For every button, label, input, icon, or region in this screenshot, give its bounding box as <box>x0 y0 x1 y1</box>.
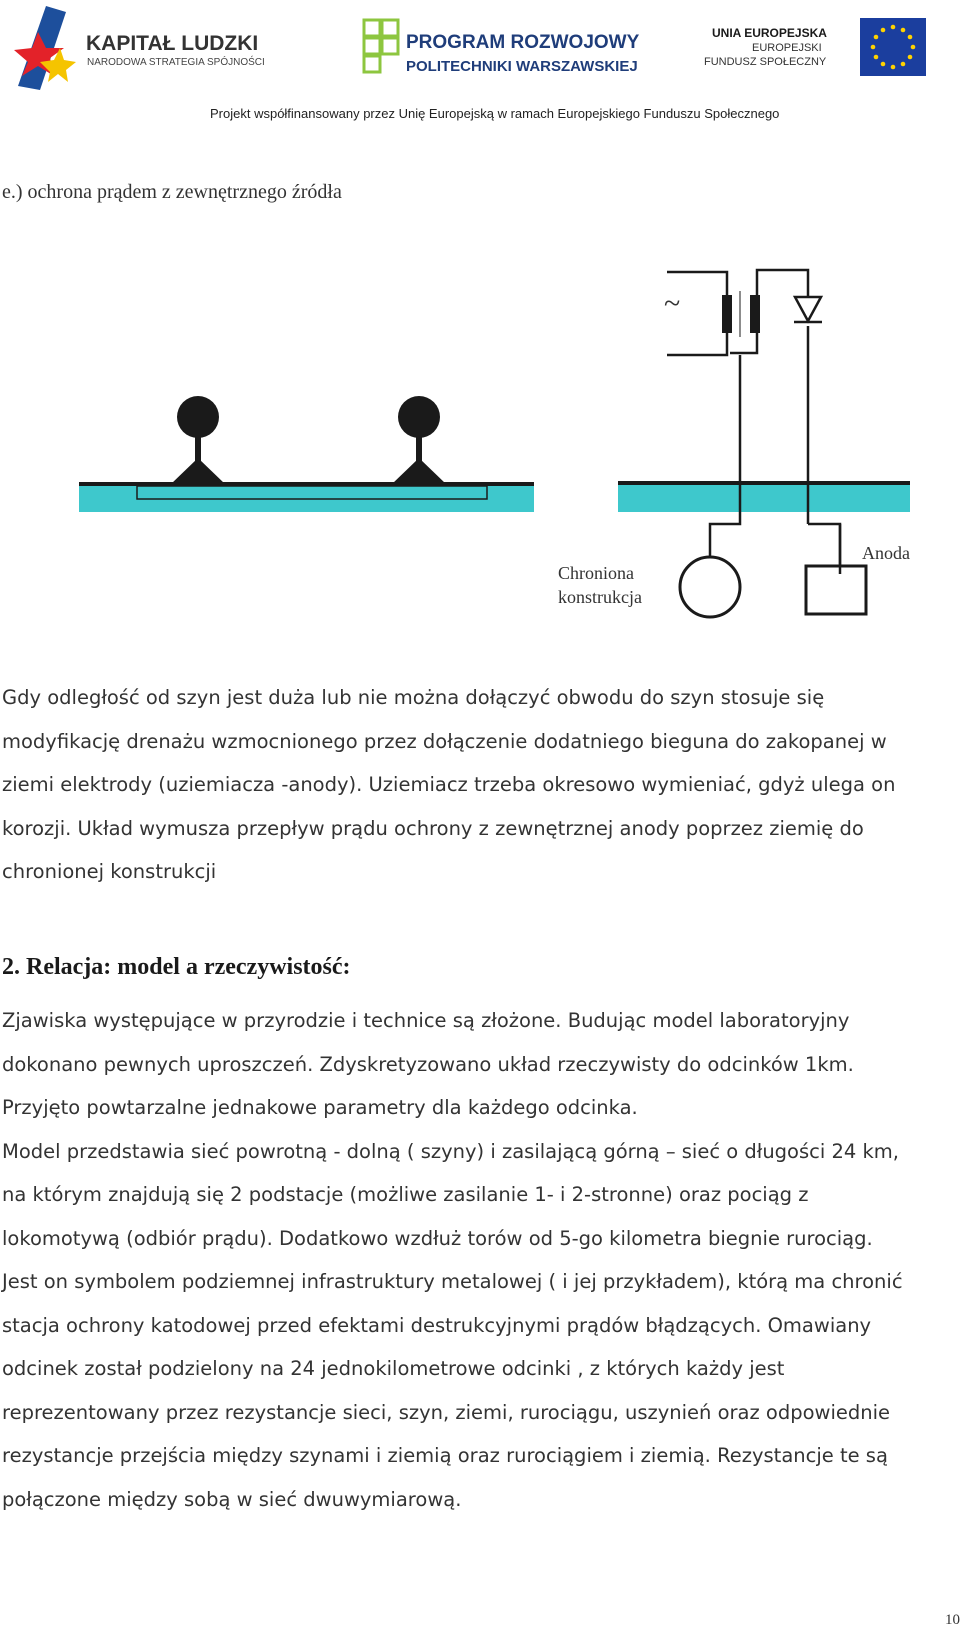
paragraph-line: ziemi elektrody (uziemiacza -anody). Uziemiacz trzeba okresowo wymieniać, gdyż ulega on <box>2 773 896 796</box>
program-rozwojowy-line2: POLITECHNIKI WARSZAWSKIEJ <box>406 58 638 75</box>
program-rozwojowy-line1: PROGRAM ROZWOJOWY <box>406 32 640 53</box>
protected-structure-label-line1: Chroniona <box>558 563 634 583</box>
ground-surface-right <box>618 481 910 485</box>
paragraph-line: Przyjęto powtarzalne jednakowe parametry dla każdego odcinka. <box>2 1096 638 1119</box>
eu-line3: FUNDUSZ SPOŁECZNY <box>704 56 827 68</box>
eu-logo <box>700 16 930 82</box>
kapital-ludzki-subtitle: NARODOWA STRATEGIA SPÓJNOŚCI <box>87 57 265 68</box>
paragraph-line: połączone między sobą w sieć dwuwymiarową. <box>2 1487 462 1511</box>
eu-line2: EUROPEJSKI <box>752 42 822 54</box>
paragraph-line: modyfikację drenażu wzmocnionego przez dołączenie dodatniego bieguna do zakopanej w <box>2 729 887 753</box>
paragraph-model <box>2 999 957 1521</box>
program-rozwojowy-emblem-icon <box>362 18 406 74</box>
cofinancing-note: Projekt współfinansowany przez Unię Europejską w ramach Europejskiego Funduszu Społecznego <box>210 106 780 121</box>
paragraph-drainage <box>2 676 957 894</box>
protected-structure-icon <box>680 557 740 617</box>
diagram-svg <box>0 255 960 625</box>
cathodic-protection-diagram <box>0 255 960 625</box>
diode-icon <box>794 297 822 322</box>
page-header <box>0 0 960 130</box>
rail-2-icon <box>392 396 446 484</box>
paragraph-line: odcinek został podzielony na 24 jednokilometrowe odcinki , z których każdy jest <box>2 1357 785 1380</box>
paragraph-line: dokonano pewnych uproszczeń. Zdyskretyzowano układ rzeczywisty do odcinków 1km. <box>2 1052 854 1076</box>
protected-structure-label-line2: konstrukcja <box>558 587 642 607</box>
kapital-ludzki-logo <box>10 2 310 94</box>
program-rozwojowy-logo <box>360 18 660 88</box>
paragraph-line: Jest on symbolem podziemnej infrastruktury metalowej ( i jej przykładem), którą ma chronić <box>2 1270 903 1293</box>
paragraph-line: reprezentowany przez rezystancje sieci, szyn, ziemi, rurociągu, uszynień oraz odpowiednie <box>2 1400 891 1424</box>
rail-track-section <box>79 396 534 512</box>
eu-line1: UNIA EUROPEJSKA <box>712 26 827 40</box>
kapital-ludzki-emblem-icon <box>10 2 80 94</box>
anode-label: Anoda <box>862 543 910 563</box>
ground-right <box>618 484 910 512</box>
page-number: 10 <box>945 1612 960 1628</box>
paragraph-line: stacja ochrony katodowej przed efektami destrukcyjnymi prądów błądzących. Omawiany <box>2 1313 872 1337</box>
ac-symbol: ~ <box>664 287 681 320</box>
ground-left <box>79 484 534 512</box>
transformer-icon <box>722 291 760 337</box>
anode-icon <box>806 566 866 614</box>
kapital-ludzki-title: KAPITAŁ LUDZKI <box>86 32 259 55</box>
paragraph-line: Gdy odległość od szyn jest duża lub nie można dołączyć obwodu do szyn stosuje się <box>2 686 825 709</box>
paragraph-line: lokomotywą (odbiór prądu). Dodatkowo wzdłuż torów od 5-go kilometra biegnie rurociąg. <box>2 1226 873 1250</box>
paragraph-line: rezystancje przejścia między szynami i ziemią oraz rurociągiem i ziemią. Rezystancje te są <box>2 1444 888 1467</box>
section-2-heading: 2. Relacja: model a rzeczywistość: <box>2 954 351 980</box>
paragraph-line: Model przedstawia sieć powrotną - dolną ( szyny) i zasilającą górną – sieć o długości 24 km, <box>2 1139 899 1163</box>
eu-flag-icon <box>860 18 926 76</box>
paragraph-line: chronionej konstrukcji <box>2 860 217 883</box>
section-e-title: e.) ochrona prądem z zewnętrznego źródła <box>2 181 342 203</box>
paragraph-line: Zjawiska występujące w przyrodzie i technice są złożone. Budując model laboratoryjny <box>2 1009 850 1032</box>
rail-1-icon <box>171 396 225 484</box>
paragraph-line: na którym znajdują się 2 podstacje (możliwe zasilanie 1- i 2-stronne) oraz pociąg z <box>2 1183 809 1206</box>
paragraph-line: korozji. Układ wymusza przepływ prądu ochrony z zewnętrznej anody poprzez ziemię do <box>2 816 864 840</box>
